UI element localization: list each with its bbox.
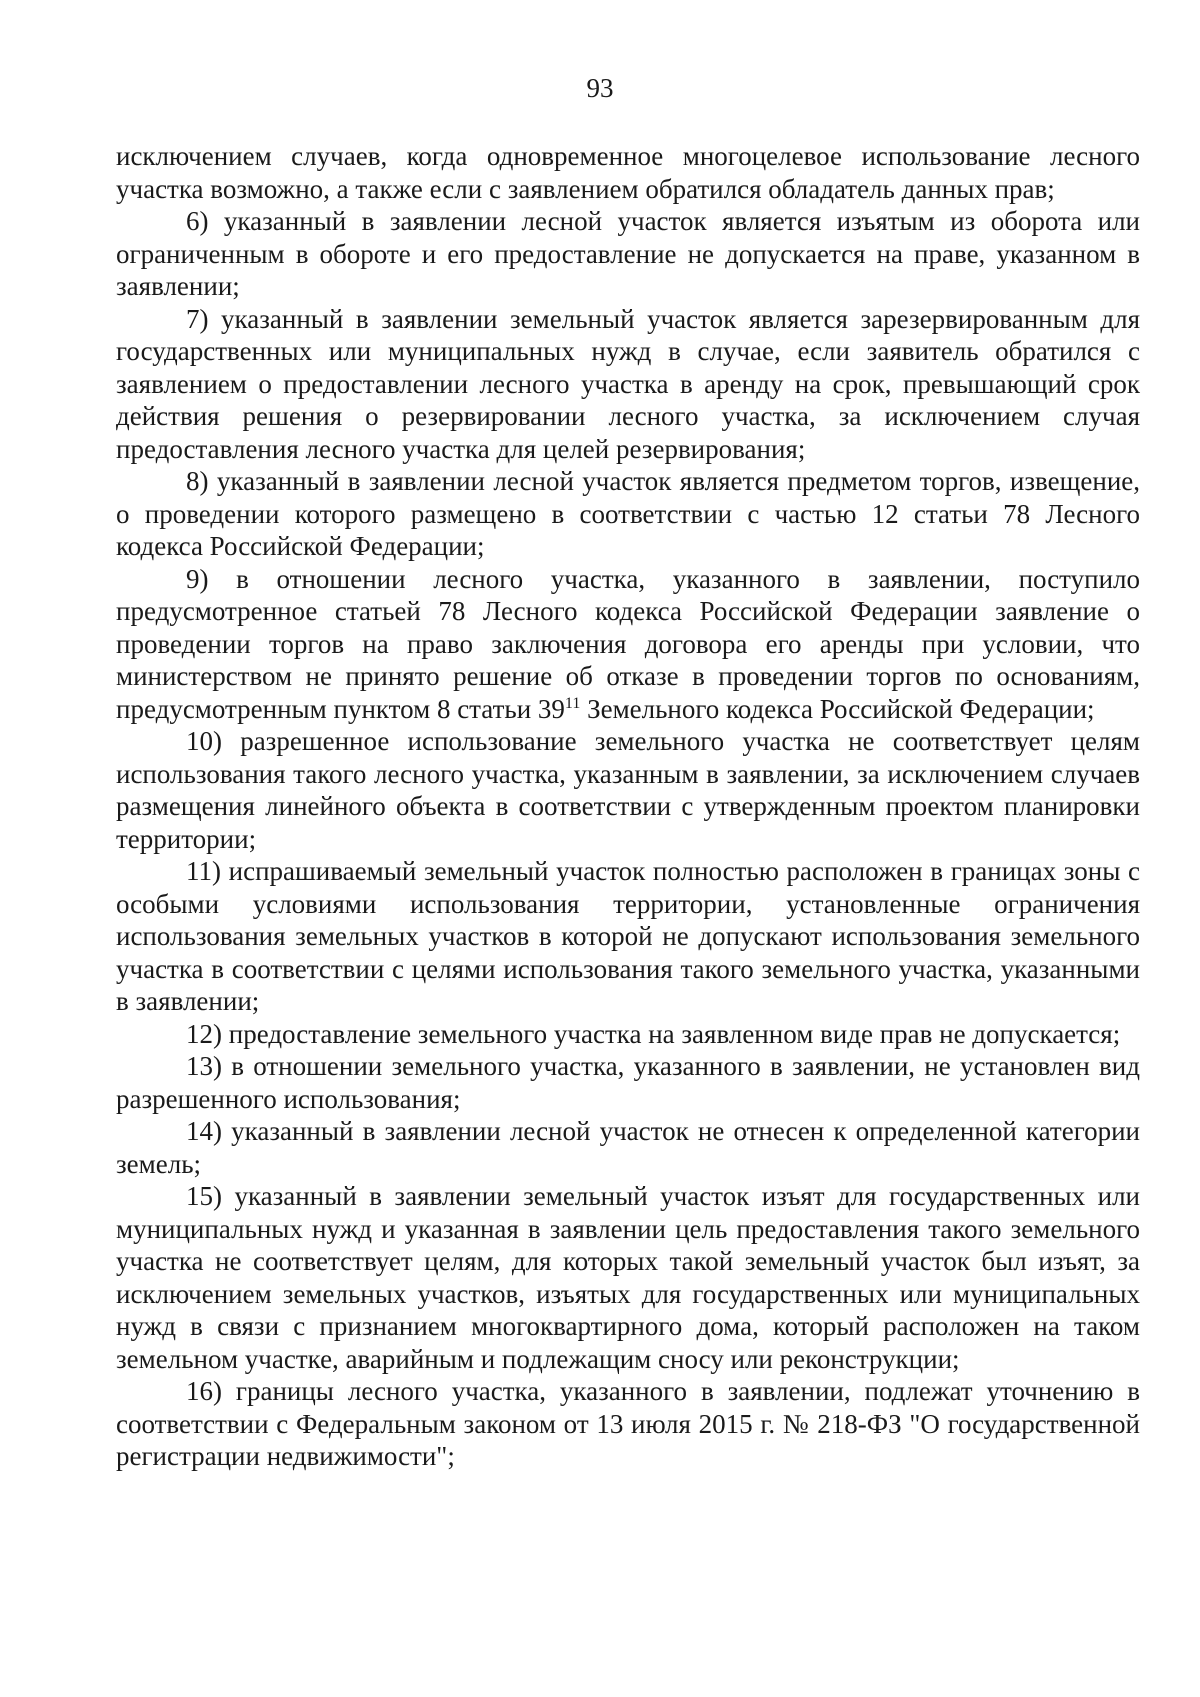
continuation-paragraph: исключением случаев, когда одновременное многоцелевое использование лесного участка возможно, а также если с заявлением обратился обладатель данных прав; xyxy=(116,141,1140,204)
page-number: 93 xyxy=(586,73,614,103)
list-item-15: 15) указанный в заявлении земельный участок изъят для государственных или муниципальных нужд и указанная в заявлении цель предоставления такого земельного участка не соответствует целям, для которых такой земельный участок был изъят, за исключением земельных участков, изъятых для государственных или муниципальных нужд в связи с признанием многоквартирного дома, который расположен на таком земельном участке, аварийным и подлежащим сносу или реконструкции; xyxy=(116,1181,1140,1374)
list-item-6: 6) указанный в заявлении лесной участок является изъятым из оборота или ограниченным в обороте и его предоставление не допускается на праве, указанном в заявлении; xyxy=(116,206,1140,301)
list-item-8: 8) указанный в заявлении лесной участок является предметом торгов, извещение, о проведении которого размещено в соответствии с частью 12 статьи 78 Лесного кодекса Российской Федерации; xyxy=(116,466,1140,561)
list-item-7: 7) указанный в заявлении земельный участок является зарезервированным для государственных или муниципальных нужд в случае, если заявитель обратился с заявлением о предоставлении лесного участка в аренду на срок, превышающий срок действия решения о резервировании лесного участка, за исключением случая предоставления лесного участка для целей резервирования; xyxy=(116,303,1140,464)
list-item-16: 16) границы лесного участка, указанного в заявлении, подлежат уточнению в соответствии с Федеральным законом от 13 июля 2015 г. № 218-ФЗ "О государственной регистрации недвижимости"; xyxy=(116,1376,1140,1471)
list-item-12: 12) предоставление земельного участка на заявленном виде прав не допускается; xyxy=(186,1018,1121,1049)
article-superscript: 11 xyxy=(564,694,581,712)
list-item-13: 13) в отношении земельного участка, указанного в заявлении, не установлен вид разрешенного использования; xyxy=(116,1051,1140,1114)
list-item-11: 11) испрашиваемый земельный участок полностью расположен в границах зоны с особыми условиями использования территории, установленные ограничения использования земельных участков в которой не допускают использования земельного участка в соответствии с целями использования такого земельного участка, указанными в заявлении; xyxy=(116,856,1140,1016)
list-item-9 xyxy=(116,563,1140,726)
list-item-14: 14) указанный в заявлении лесной участок не отнесен к определенной категории земель; xyxy=(116,1116,1140,1179)
document-body xyxy=(116,140,1140,1473)
list-item-10: 10) разрешенное использование земельного участка не соответствует целям использования такого лесного участка, указанным в заявлении, за исключением случаев размещения линейного объекта в соответствии с утвержденным проектом планировки территории; xyxy=(116,726,1140,854)
list-item-9-text: 9) в отношении лесного участка, указанного в заявлении, поступило предусмотренное статьей 78 Лесного кодекса Российской Федерации заявление о проведении торгов на право заключения договора его аренды при условии, что министерством не принято решение об отказе в проведении торгов по основаниям, предусмотренным пунктом 8 статьи 39 xyxy=(116,563,1140,724)
list-item-9-text-end: Земельного кодекса Российской Федерации; xyxy=(580,693,1095,724)
